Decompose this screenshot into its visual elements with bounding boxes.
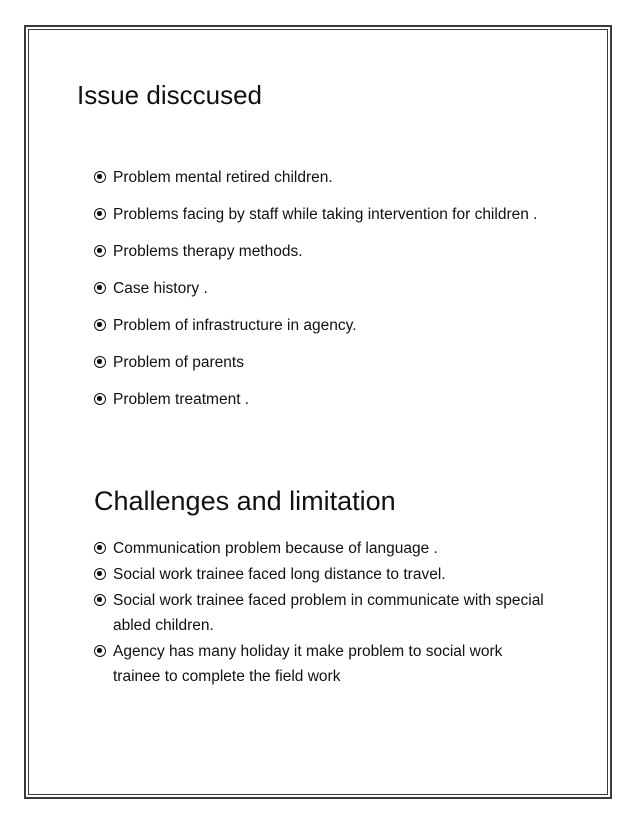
circle-bullet-icon — [94, 282, 106, 294]
issue-item-text: Problem mental retired children. — [113, 169, 333, 186]
circle-bullet-icon — [94, 542, 106, 554]
circle-bullet-icon — [94, 171, 106, 183]
issue-item-6 — [94, 350, 554, 375]
issue-item-text: Problem of parents — [113, 354, 244, 371]
issue-item-text: Problem of infrastructure in agency. — [113, 317, 357, 334]
challenge-item-text: Communication problem because of language . — [113, 540, 438, 557]
challenge-item-text: Social work trainee faced problem in communicate with special abled children. — [113, 592, 544, 634]
issues-list — [94, 165, 554, 424]
challenge-item-4 — [94, 639, 554, 689]
circle-bullet-icon — [94, 245, 106, 257]
challenges-list — [94, 536, 554, 690]
issue-item-3 — [94, 239, 554, 264]
circle-bullet-icon — [94, 208, 106, 220]
circle-bullet-icon — [94, 356, 106, 368]
challenges-heading: Challenges and limitation — [94, 486, 396, 516]
issue-item-7 — [94, 387, 554, 412]
circle-bullet-icon — [94, 568, 106, 580]
circle-bullet-icon — [94, 319, 106, 331]
issue-item-2 — [94, 202, 554, 227]
circle-bullet-icon — [94, 645, 106, 657]
challenge-item-1 — [94, 536, 554, 561]
issue-item-text: Problems therapy methods. — [113, 243, 303, 260]
challenge-item-text: Agency has many holiday it make problem to social work trainee to complete the field work — [113, 643, 503, 685]
challenge-item-text: Social work trainee faced long distance to travel. — [113, 566, 446, 583]
issues-heading: Issue disccused — [77, 80, 262, 110]
issue-item-1 — [94, 165, 554, 190]
circle-bullet-icon — [94, 594, 106, 606]
issue-item-text: Problem treatment . — [113, 391, 250, 408]
issue-item-text: Problems facing by staff while taking intervention for children . — [113, 206, 538, 223]
issue-item-text: Case history . — [113, 280, 208, 297]
issue-item-5 — [94, 313, 554, 338]
issue-item-4 — [94, 276, 554, 301]
circle-bullet-icon — [94, 393, 106, 405]
challenge-item-2 — [94, 562, 554, 587]
challenge-item-3 — [94, 588, 554, 638]
